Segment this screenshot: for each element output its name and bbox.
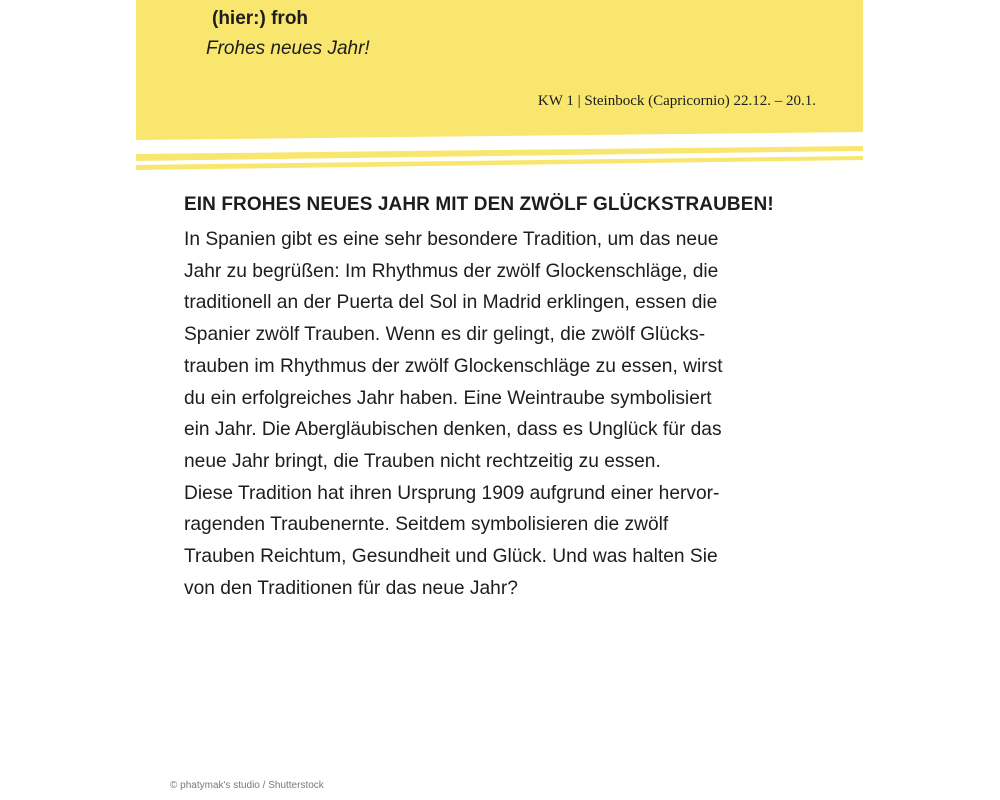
- article-body: [184, 224, 824, 604]
- article: [184, 190, 824, 604]
- week-info: KW 1 | Steinbock (Capricornio) 22.12. – 20.1.: [537, 93, 816, 109]
- photo-credit: © phatymak's studio / Shutterstock: [170, 780, 324, 791]
- body-line: ragenden Traubenernte. Seitdem symbolisieren die zwölf: [184, 514, 669, 536]
- body-line: Jahr zu begrüßen: Im Rhythmus der zwölf Glockenschläge, die: [184, 260, 719, 282]
- body-line: In Spanien gibt es eine sehr besondere Tradition, um das neue: [184, 229, 719, 250]
- vocab-term: (hier:) froh: [212, 8, 309, 29]
- header-banner: [136, 0, 863, 140]
- decorative-stripes: [136, 132, 863, 172]
- body-line: Spanier zwölf Trauben. Wenn es dir gelingt, die zwölf Glücks-: [184, 324, 706, 346]
- body-line: von den Traditionen für das neue Jahr?: [184, 577, 518, 599]
- body-line: traditionell an der Puerta del Sol in Madrid erklingen, essen die: [184, 292, 718, 314]
- body-line: Trauben Reichtum, Gesundheit und Glück. Und was halten Sie: [184, 546, 718, 568]
- body-line: neue Jahr bringt, die Trauben nicht rechtzeitig zu essen.: [184, 450, 661, 472]
- body-line: du ein erfolgreiches Jahr haben. Eine Weintraube symbolisiert: [184, 387, 712, 409]
- body-line: Diese Tradition hat ihren Ursprung 1909 aufgrund einer hervor-: [184, 482, 720, 504]
- body-line: trauben im Rhythmus der zwölf Glockenschläge zu essen, wirst: [184, 355, 723, 377]
- vocab-example: Frohes neues Jahr!: [206, 38, 370, 59]
- body-line: ein Jahr. Die Abergläubischen denken, dass es Unglück für das: [184, 419, 722, 441]
- article-headline: EIN FROHES NEUES JAHR MIT DEN ZWÖLF GLÜCKSTRAUBEN!: [184, 194, 774, 215]
